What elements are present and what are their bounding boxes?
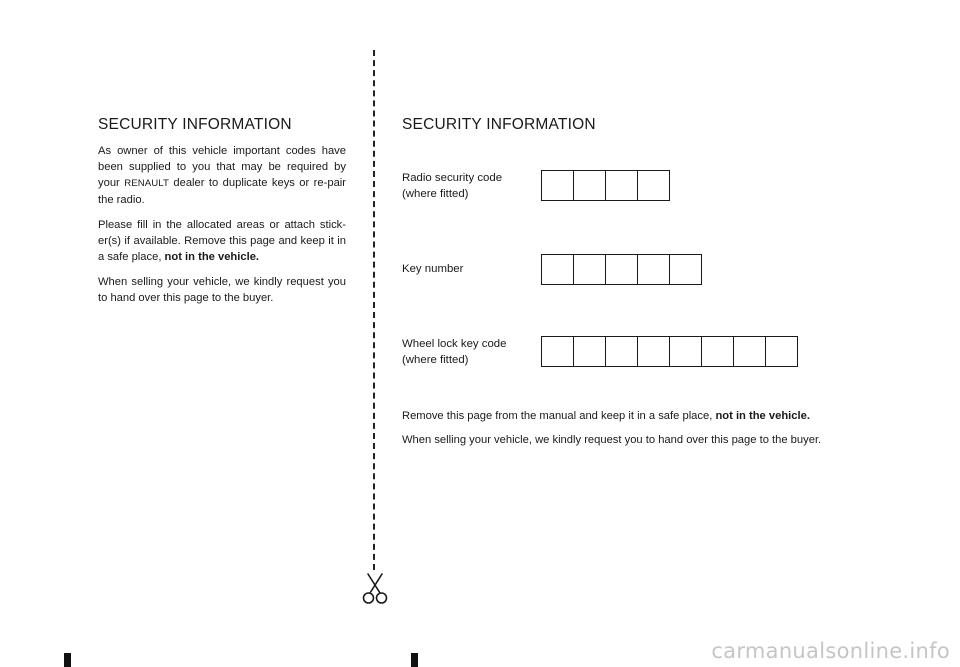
radio-code-label-line2: (where fitted) bbox=[402, 188, 469, 200]
code-digit-box[interactable] bbox=[606, 337, 638, 366]
p1-text-start: As owner of this vehicle important codes have been supplied to you that may be required by your bbox=[98, 145, 346, 189]
code-digit-box[interactable] bbox=[702, 337, 734, 366]
watermark: carmanualsonline.info bbox=[711, 639, 950, 663]
key-number-label-line1: Key number bbox=[402, 263, 464, 275]
brand-name: RENAULT bbox=[124, 178, 169, 189]
code-digit-box[interactable] bbox=[606, 255, 638, 284]
p1-text-end: dealer to duplicate keys or re-pair the radio. bbox=[98, 177, 346, 206]
code-digit-box[interactable] bbox=[638, 337, 670, 366]
key-number-boxes[interactable] bbox=[541, 254, 702, 285]
radio-code-label bbox=[402, 170, 532, 202]
left-paragraph-2 bbox=[98, 217, 346, 265]
note-2: When selling your vehicle, we kindly request you to hand over this page to the buyer. bbox=[402, 434, 822, 446]
left-title: SECURITY INFORMATION bbox=[98, 116, 292, 133]
wheel-lock-label-line2: (where fitted) bbox=[402, 354, 469, 366]
scissors-icon bbox=[360, 572, 390, 606]
left-paragraph-1 bbox=[98, 143, 346, 208]
code-digit-box[interactable] bbox=[638, 255, 670, 284]
code-digit-box[interactable] bbox=[638, 171, 669, 200]
code-digit-box[interactable] bbox=[574, 337, 606, 366]
code-digit-box[interactable] bbox=[670, 337, 702, 366]
code-digit-box[interactable] bbox=[574, 171, 606, 200]
code-digit-box[interactable] bbox=[542, 255, 574, 284]
page-edge-mark bbox=[411, 653, 418, 667]
note-1-bold-text: not in the vehicle. bbox=[715, 410, 810, 422]
right-title: SECURITY INFORMATION bbox=[402, 116, 596, 133]
page-edge-mark bbox=[64, 653, 71, 667]
radio-code-boxes[interactable] bbox=[541, 170, 670, 201]
note-1 bbox=[402, 408, 902, 424]
cut-line bbox=[373, 50, 375, 570]
key-number-label bbox=[402, 261, 532, 277]
note-1-text: Remove this page from the manual and keep it in a safe place, bbox=[402, 410, 716, 422]
code-digit-box[interactable] bbox=[670, 255, 701, 284]
left-column bbox=[98, 116, 346, 315]
code-digit-box[interactable] bbox=[542, 337, 574, 366]
right-column bbox=[402, 116, 872, 143]
p2-bold-text: not in the vehicle. bbox=[164, 251, 260, 263]
code-digit-box[interactable] bbox=[542, 171, 574, 200]
wheel-lock-label-line1: Wheel lock key code bbox=[402, 338, 507, 350]
code-digit-box[interactable] bbox=[734, 337, 766, 366]
left-paragraph-3: When selling your vehicle, we kindly request you to hand over this page to the buyer. bbox=[98, 276, 346, 304]
code-digit-box[interactable] bbox=[606, 171, 638, 200]
wheel-lock-boxes[interactable] bbox=[541, 336, 798, 367]
p2-text: Please fill in the allocated areas or attach stick-er(s) if available. Remove this page and keep it in a safe place, bbox=[98, 219, 346, 263]
code-digit-box[interactable] bbox=[574, 255, 606, 284]
right-notes bbox=[402, 408, 902, 456]
wheel-lock-label bbox=[402, 336, 532, 368]
radio-code-label-line1: Radio security code bbox=[402, 172, 503, 184]
code-digit-box[interactable] bbox=[766, 337, 797, 366]
